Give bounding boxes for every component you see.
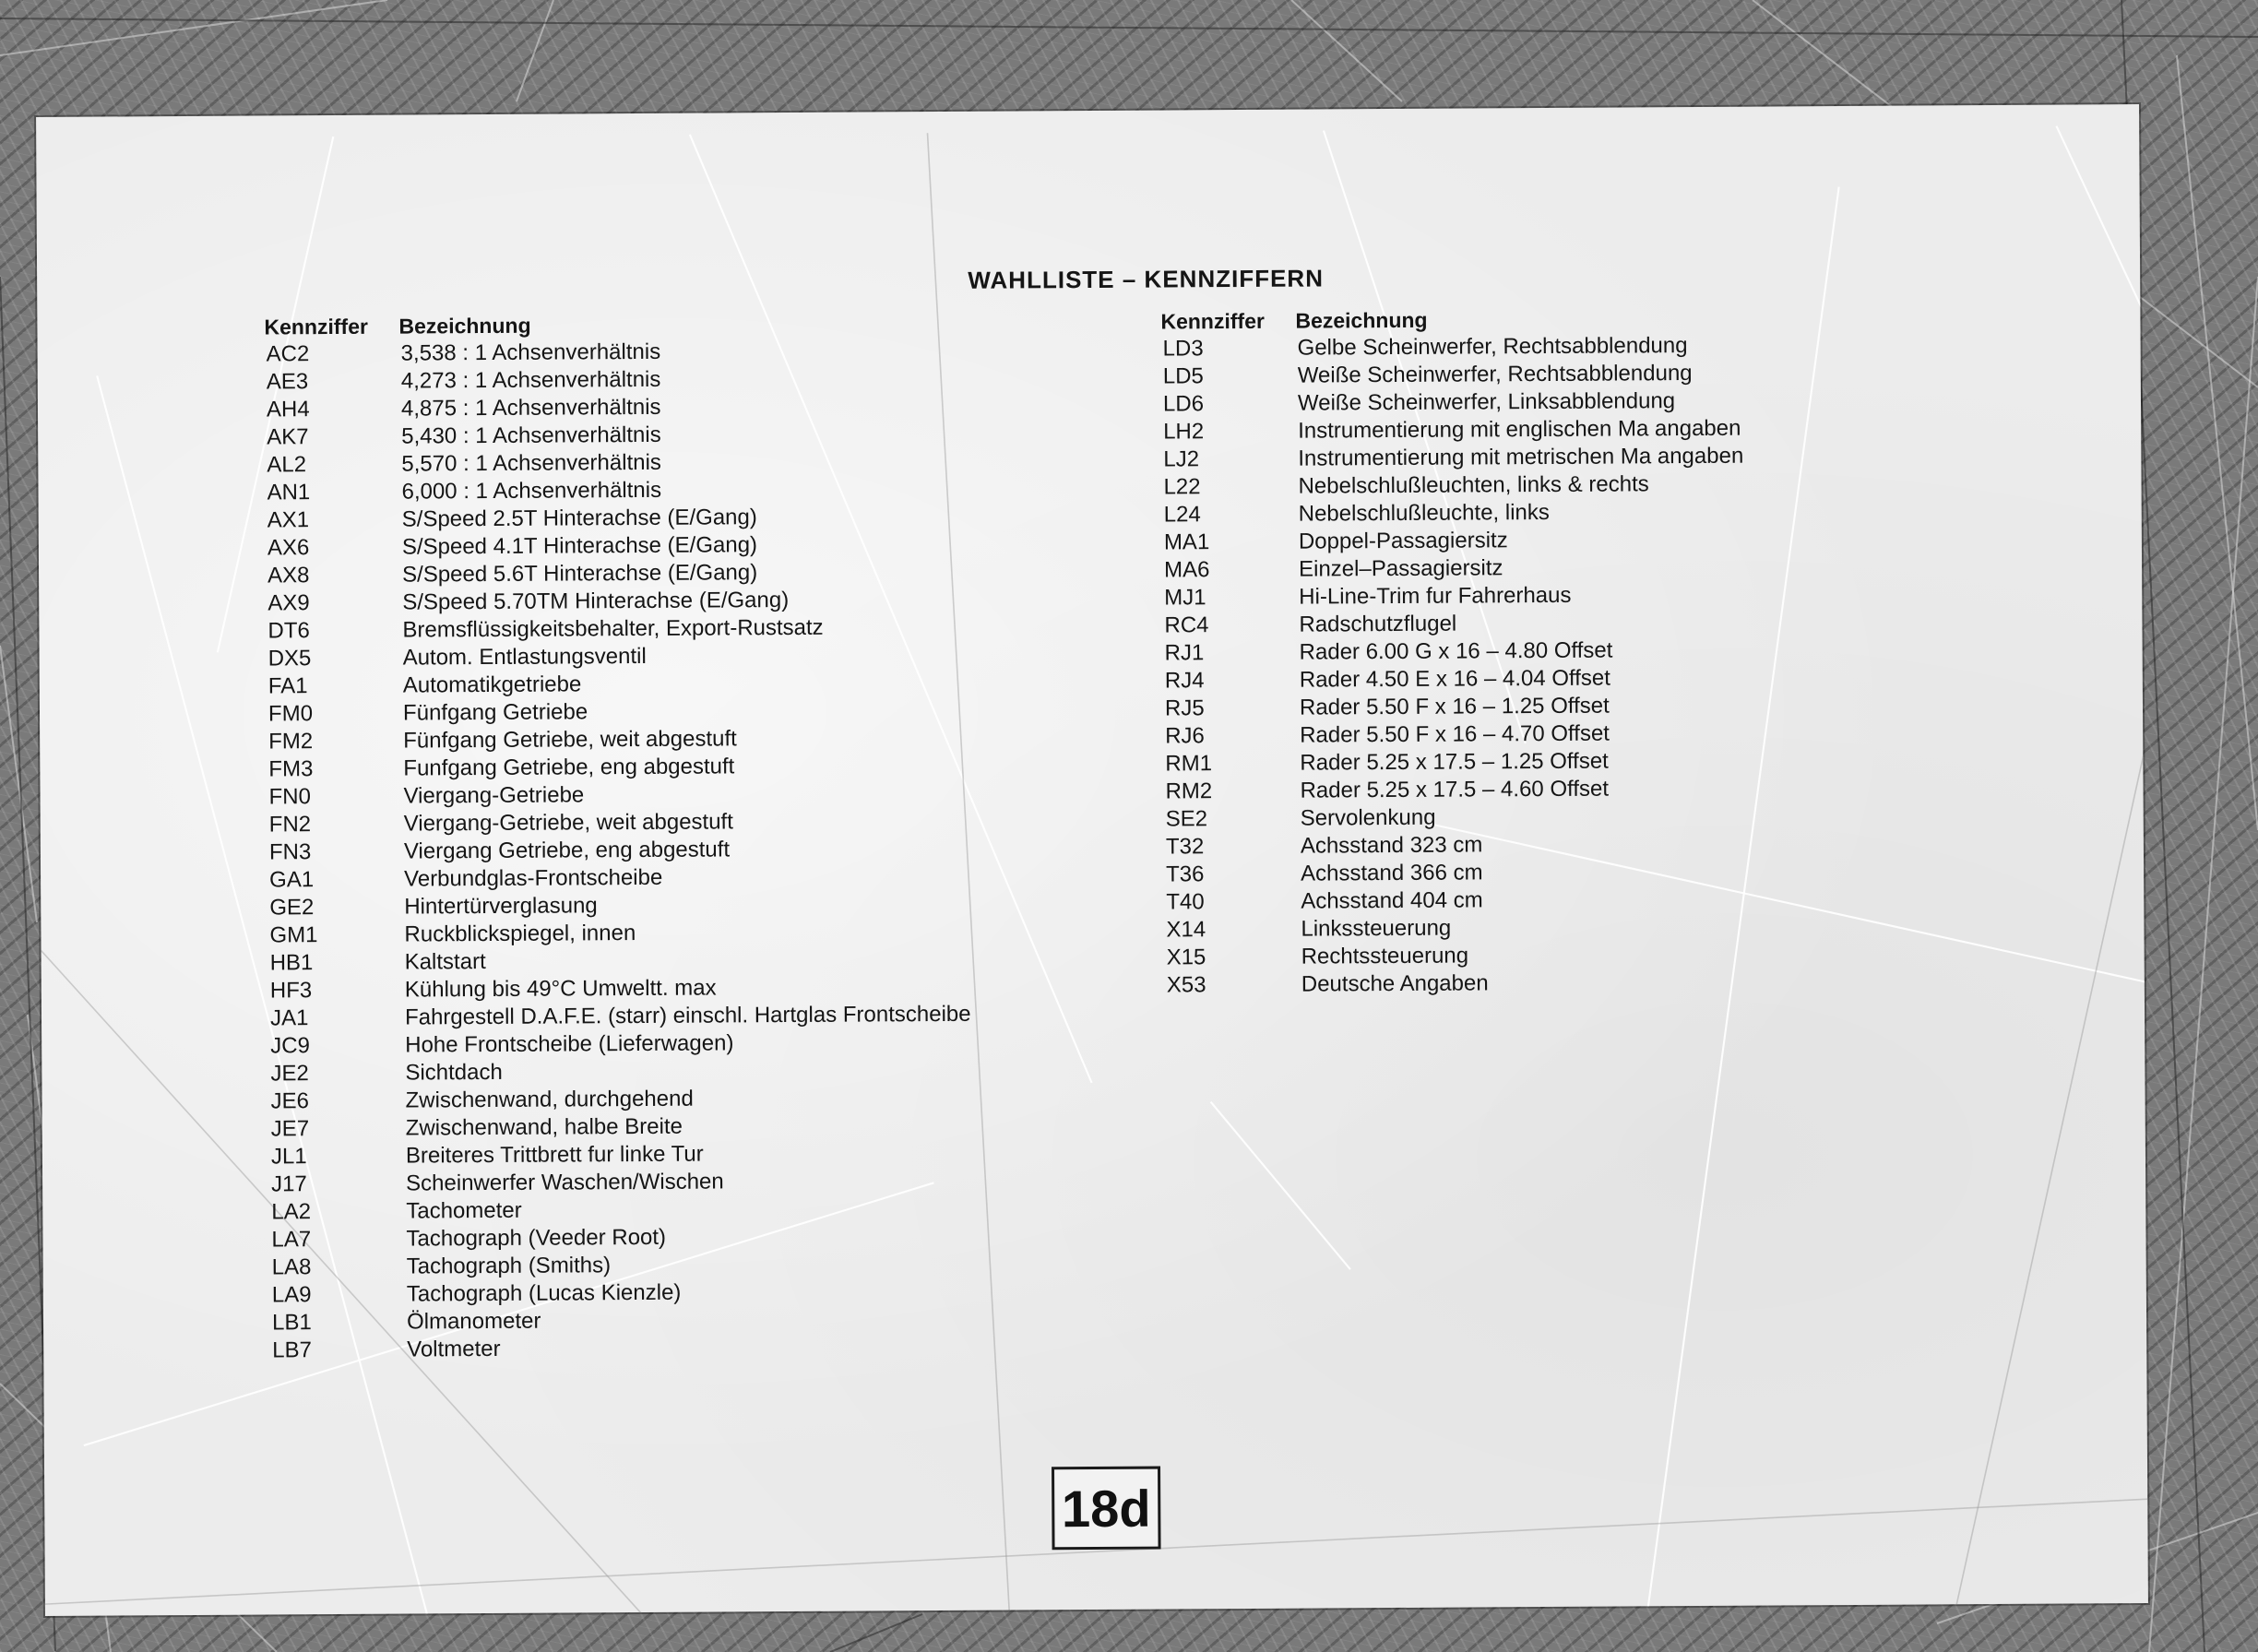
- code-cell: LA9: [271, 1282, 312, 1308]
- description-cell: S/Speed 5.6T Hinterachse (E/Gang): [402, 560, 758, 588]
- header-description-label: Bezeichnung: [398, 313, 531, 339]
- description-cell: Rader 6.00 G x 16 – 4.80 Offset: [1299, 637, 1613, 665]
- code-cell: X14: [1166, 917, 1206, 943]
- description-cell: Rader 5.25 x 17.5 – 1.25 Offset: [1300, 748, 1609, 776]
- code-row: [1164, 885, 1746, 917]
- description-cell: Viergang-Getriebe: [403, 782, 585, 809]
- page-number-badge: 18d: [1052, 1467, 1161, 1551]
- code-row: [1163, 747, 1745, 778]
- description-cell: Rader 4.50 E x 16 – 4.04 Offset: [1299, 665, 1610, 693]
- code-row: [270, 1250, 973, 1282]
- code-cell: L24: [1163, 502, 1201, 528]
- description-cell: Hi-Line-Trim fur Fahrerhaus: [1299, 582, 1572, 610]
- description-cell: Achsstand 404 cm: [1301, 887, 1483, 914]
- code-cell: L22: [1163, 474, 1201, 500]
- description-cell: Verbundglas-Frontscheibe: [404, 864, 663, 892]
- code-row: [268, 1001, 971, 1033]
- code-cell: FA1: [267, 673, 308, 699]
- code-cell: FM0: [267, 701, 314, 727]
- code-cell: LB7: [272, 1337, 313, 1363]
- code-row: [1163, 692, 1745, 723]
- code-row: [1162, 609, 1744, 640]
- code-cell: DX5: [267, 646, 312, 671]
- left-code-list: [264, 309, 972, 1365]
- description-cell: Achsstand 366 cm: [1301, 860, 1483, 886]
- right-code-list: [1160, 304, 1746, 1000]
- description-cell: Rader 5.25 x 17.5 – 4.60 Offset: [1300, 776, 1610, 803]
- description-cell: Einzel–Passagiersitz: [1298, 555, 1503, 582]
- description-cell: Nebelschlußleuchten, links & rechts: [1298, 471, 1649, 499]
- code-cell: AH4: [266, 397, 310, 422]
- description-cell: Hintertürverglasung: [404, 893, 598, 920]
- description-cell: Tachograph (Smiths): [406, 1253, 612, 1279]
- code-row: [1161, 332, 1743, 363]
- description-cell: Funfgang Getriebe, eng abgestuft: [403, 754, 735, 781]
- code-row: [266, 613, 969, 646]
- code-row: [268, 1056, 971, 1088]
- code-cell: AX8: [267, 563, 310, 588]
- code-row: [1161, 470, 1743, 502]
- description-cell: 6,000 : 1 Achsenverhältnis: [401, 477, 662, 505]
- description-cell: 4,875 : 1 Achsenverhältnis: [400, 394, 661, 422]
- description-cell: Zwischenwand, durchgehend: [405, 1086, 694, 1113]
- code-cell: JE2: [270, 1061, 309, 1087]
- code-cell: JE7: [270, 1116, 310, 1142]
- code-row: [1164, 802, 1746, 834]
- code-row: [1163, 775, 1745, 806]
- code-row: [1162, 526, 1744, 557]
- code-cell: AK7: [267, 424, 309, 450]
- description-cell: Instrumentierung mit englischen Ma angaben: [1298, 415, 1741, 444]
- code-row: [265, 337, 968, 369]
- code-cell: HB1: [269, 950, 314, 976]
- code-cell: LB1: [271, 1310, 312, 1336]
- code-row: [1163, 636, 1745, 668]
- description-cell: Nebelschlußleuchte, links: [1298, 499, 1550, 527]
- code-cell: AX6: [267, 535, 310, 561]
- code-row: [1164, 913, 1746, 945]
- code-row: [1165, 941, 1747, 972]
- right-rows: [1161, 332, 1747, 1000]
- code-cell: LD3: [1162, 336, 1204, 362]
- code-row: [269, 1139, 972, 1171]
- code-cell: LD6: [1162, 391, 1205, 417]
- description-cell: 5,570 : 1 Achsenverhältnis: [401, 449, 661, 477]
- description-cell: 5,430 : 1 Achsenverhältnis: [401, 422, 661, 449]
- code-row: [268, 1028, 971, 1061]
- code-row: [265, 420, 968, 452]
- code-row: [267, 862, 970, 895]
- code-cell: RM2: [1165, 778, 1213, 804]
- description-cell: 4,273 : 1 Achsenverhältnis: [400, 366, 661, 394]
- code-row: [265, 475, 968, 507]
- code-cell: JE6: [270, 1088, 310, 1114]
- code-cell: LH2: [1163, 419, 1205, 445]
- description-cell: Weiße Scheinwerfer, Linksabblendung: [1297, 388, 1676, 416]
- header-code-label: Kennziffer: [1160, 308, 1265, 334]
- description-cell: Achsstand 323 cm: [1300, 832, 1483, 859]
- code-cell: SE2: [1165, 806, 1208, 832]
- code-row: [267, 669, 969, 701]
- description-cell: Kühlung bis 49°C Umweltt. max: [404, 975, 717, 1003]
- code-cell: FM3: [268, 756, 314, 782]
- description-cell: Sichtdach: [405, 1059, 503, 1086]
- document-page: [36, 104, 2148, 1616]
- code-row: [1161, 360, 1743, 391]
- description-cell: Linkssteuerung: [1301, 915, 1452, 942]
- code-row: [266, 530, 969, 563]
- code-cell: FN3: [268, 839, 312, 865]
- description-cell: Tachograph (Veeder Root): [406, 1224, 667, 1252]
- code-row: [267, 918, 970, 950]
- code-row: [269, 1167, 972, 1199]
- description-cell: Viergang Getriebe, eng abgestuft: [403, 837, 731, 864]
- code-row: [266, 586, 969, 618]
- code-cell: FN0: [268, 784, 311, 810]
- description-cell: S/Speed 4.1T Hinterachse (E/Gang): [401, 532, 758, 560]
- code-row: [267, 779, 969, 812]
- description-cell: S/Speed 5.70TM Hinterachse (E/Gang): [402, 588, 790, 615]
- left-rows: [265, 337, 973, 1365]
- code-cell: LD5: [1162, 363, 1204, 389]
- code-cell: X15: [1166, 945, 1206, 970]
- description-cell: Deutsche Angaben: [1301, 970, 1489, 997]
- code-cell: GA1: [269, 867, 315, 893]
- code-cell: GM1: [269, 922, 318, 948]
- code-row: [267, 807, 970, 839]
- description-cell: Rader 5.50 F x 16 – 1.25 Offset: [1299, 693, 1610, 720]
- code-cell: AC2: [266, 341, 310, 367]
- code-cell: T36: [1166, 862, 1205, 887]
- code-cell: AL2: [267, 452, 307, 478]
- code-cell: FN2: [268, 812, 312, 838]
- code-cell: DT6: [267, 618, 310, 644]
- code-cell: MA1: [1163, 529, 1210, 555]
- code-row: [267, 890, 970, 922]
- description-cell: Bremsflüssigkeitsbehalter, Export-Rustsatz: [402, 614, 824, 643]
- code-cell: MJ1: [1164, 585, 1206, 611]
- code-row: [1162, 498, 1744, 529]
- code-row: [265, 447, 968, 480]
- code-cell: LA2: [271, 1199, 312, 1225]
- code-cell: AX1: [267, 507, 310, 533]
- description-cell: Gelbe Scheinwerfer, Rechtsabblendung: [1297, 333, 1688, 361]
- code-row: [267, 724, 969, 756]
- description-cell: Hohe Frontscheibe (Lieferwagen): [405, 1030, 734, 1058]
- code-cell: GE2: [269, 895, 315, 921]
- description-cell: Zwischenwand, halbe Breite: [405, 1113, 683, 1141]
- code-row: [270, 1305, 973, 1337]
- code-cell: LA8: [271, 1254, 312, 1280]
- code-cell: MA6: [1163, 557, 1210, 583]
- description-cell: Tachometer: [406, 1197, 522, 1224]
- code-cell: RJ4: [1164, 668, 1205, 694]
- description-cell: Instrumentierung mit metrischen Ma angaben: [1298, 443, 1744, 471]
- code-cell: RJ6: [1165, 723, 1205, 749]
- description-cell: Ölmanometer: [406, 1308, 541, 1335]
- page-title: WAHLLISTE – KENNZIFFERN: [968, 264, 1325, 294]
- code-row: [269, 1194, 972, 1227]
- code-row: [266, 558, 969, 590]
- description-cell: Autom. Entlastungsventil: [402, 643, 647, 671]
- code-row: [268, 1084, 971, 1116]
- description-cell: S/Speed 2.5T Hinterachse (E/Gang): [401, 505, 757, 532]
- description-cell: Radschutzflugel: [1299, 611, 1457, 637]
- description-cell: Rader 5.50 F x 16 – 4.70 Offset: [1300, 720, 1610, 748]
- code-cell: HF3: [269, 978, 313, 1004]
- code-row: [267, 696, 969, 729]
- code-row: [1161, 415, 1743, 446]
- code-cell: AX9: [267, 590, 310, 616]
- code-row: [1163, 664, 1745, 695]
- code-row: [1162, 581, 1744, 612]
- code-cell: RC4: [1164, 612, 1209, 638]
- code-row: [269, 1222, 972, 1254]
- code-cell: JC9: [270, 1033, 310, 1059]
- description-cell: Fünfgang Getriebe: [402, 699, 588, 726]
- code-row: [267, 641, 969, 673]
- code-cell: JL1: [270, 1144, 307, 1170]
- header-code-label: Kennziffer: [264, 314, 368, 339]
- description-cell: Fahrgestell D.A.F.E. (starr) einschl. Hartglas Frontscheibe: [404, 1001, 971, 1030]
- code-cell: X53: [1166, 972, 1206, 998]
- description-cell: Viergang-Getriebe, weit abgestuft: [403, 809, 733, 837]
- code-row: [270, 1278, 973, 1310]
- description-cell: Ruckblickspiegel, innen: [404, 921, 636, 947]
- description-cell: 3,538 : 1 Achsenverhältnis: [400, 339, 661, 366]
- code-row: [265, 392, 968, 424]
- description-cell: Kaltstart: [404, 949, 486, 975]
- code-row: [1163, 719, 1745, 751]
- code-row: [1161, 443, 1743, 474]
- code-row: [270, 1333, 973, 1365]
- code-cell: RJ1: [1164, 640, 1205, 666]
- description-cell: Voltmeter: [407, 1336, 501, 1362]
- left-header-row: [264, 309, 967, 341]
- code-row: [1162, 553, 1744, 585]
- code-row: [1164, 858, 1746, 889]
- code-cell: J17: [271, 1171, 307, 1197]
- code-row: [268, 945, 971, 978]
- code-row: [265, 364, 968, 397]
- code-cell: FM2: [268, 729, 314, 755]
- code-row: [268, 973, 971, 1005]
- description-cell: Breiteres Trittbrett fur linke Tur: [405, 1141, 704, 1169]
- code-row: [267, 835, 970, 867]
- code-cell: AE3: [266, 369, 309, 395]
- code-cell: T32: [1165, 834, 1205, 860]
- code-cell: T40: [1166, 889, 1205, 915]
- code-row: [1165, 969, 1747, 1000]
- description-cell: Servolenkung: [1300, 804, 1436, 831]
- code-row: [1164, 830, 1746, 862]
- description-cell: Rechtssteuerung: [1301, 943, 1469, 969]
- code-cell: LJ2: [1163, 446, 1200, 472]
- description-cell: Fünfgang Getriebe, weit abgestuft: [403, 726, 737, 754]
- description-cell: Doppel-Passagiersitz: [1298, 528, 1508, 554]
- code-cell: AN1: [267, 480, 311, 505]
- description-cell: Weiße Scheinwerfer, Rechtsabblendung: [1297, 361, 1693, 388]
- right-header-row: [1160, 304, 1742, 336]
- code-cell: JA1: [269, 1005, 309, 1031]
- code-cell: RM1: [1165, 751, 1213, 777]
- code-cell: LA7: [271, 1227, 312, 1253]
- code-row: [267, 752, 969, 784]
- code-row: [1161, 387, 1743, 419]
- code-row: [266, 503, 969, 535]
- description-cell: Scheinwerfer Waschen/Wischen: [406, 1169, 724, 1196]
- header-description-label: Bezeichnung: [1295, 307, 1428, 333]
- code-cell: RJ5: [1164, 695, 1205, 721]
- code-row: [269, 1111, 972, 1144]
- description-cell: Automatikgetriebe: [402, 671, 582, 698]
- description-cell: Tachograph (Lucas Kienzle): [406, 1279, 682, 1307]
